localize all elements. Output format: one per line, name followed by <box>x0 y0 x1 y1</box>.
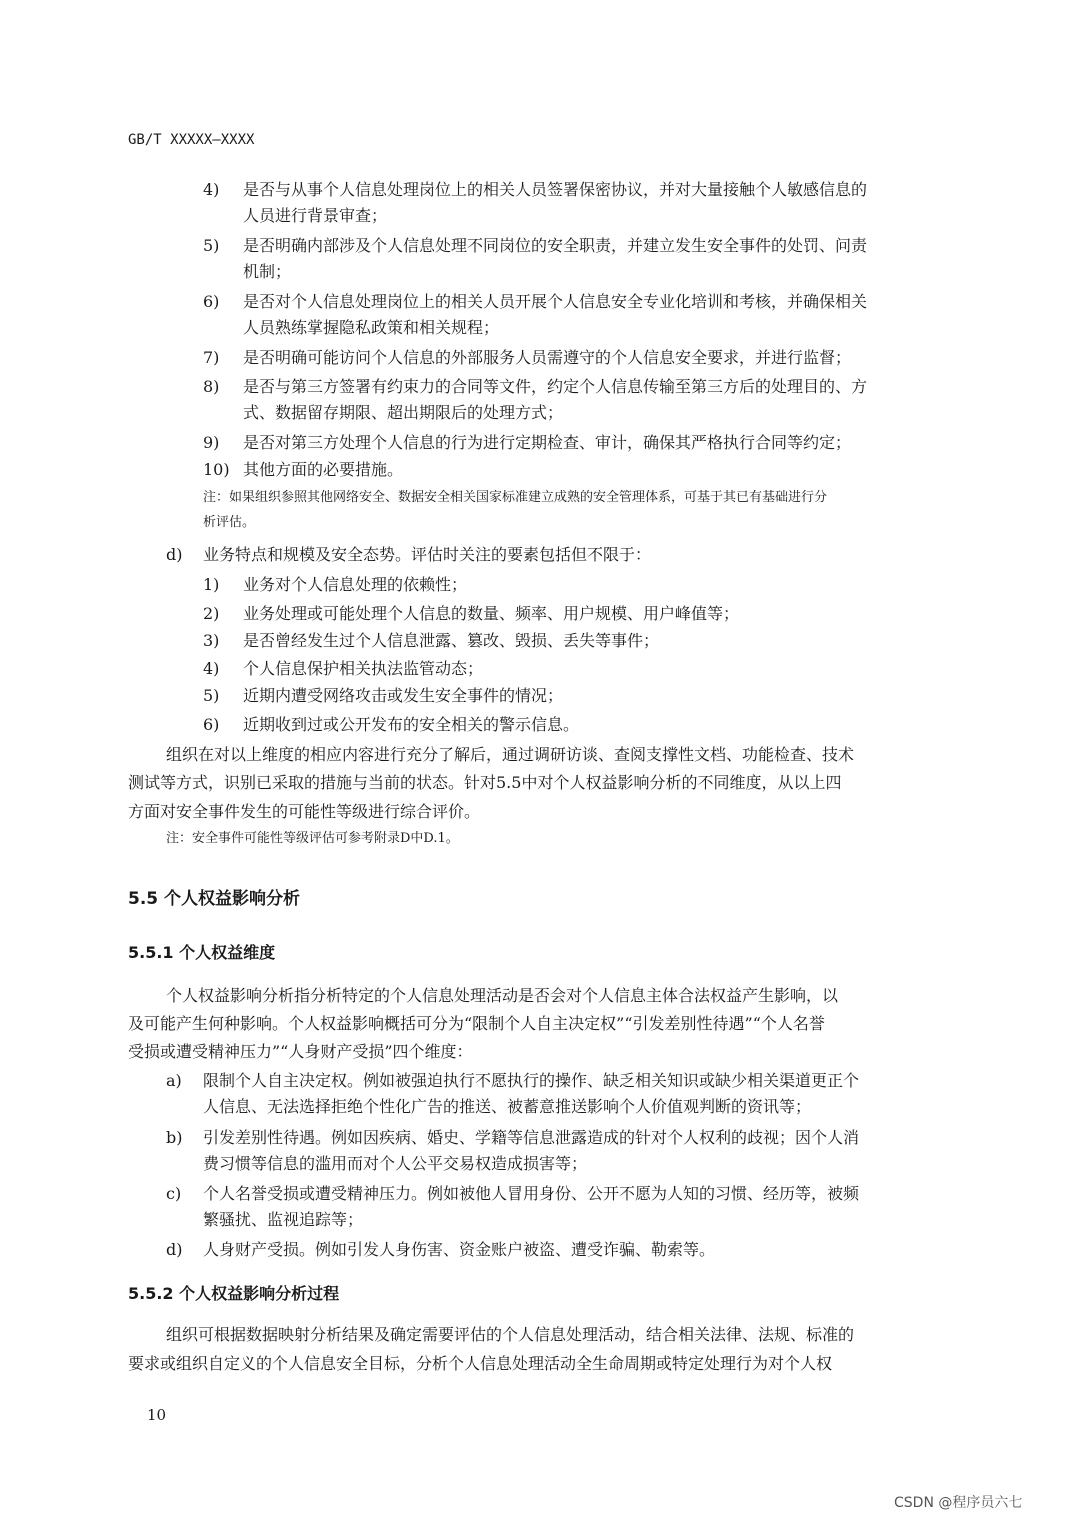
list-item-number: 10) <box>203 460 230 479</box>
standard-code: GB/T XXXXX—XXXX <box>128 132 255 148</box>
list-item-text: 个人名誉受损或遭受精神压力。例如被他人冒用身份、公开不愿为人知的习惯、经历等，被频 <box>203 1184 860 1203</box>
list-item-text: 个人信息保护相关执法监管动态； <box>243 659 484 678</box>
note: 注：安全事件可能性等级评估可参考附录D中D.1。 <box>166 831 459 846</box>
list-item-text: 机制； <box>243 262 292 281</box>
list-item-text: 人员熟练掌握隐私政策和相关规程； <box>243 318 500 337</box>
list-item-text: 是否对个人信息处理岗位上的相关人员开展个人信息安全专业化培训和考核，并确保相关 <box>243 292 868 311</box>
list-item-number: d) <box>166 545 183 564</box>
list-item-text: 是否与第三方签署有约束力的合同等文件，约定个人信息传输至第三方后的处理目的、方 <box>243 377 868 396</box>
list-item-text: 限制个人自主决定权。例如被强迫执行不愿执行的操作、缺乏相关知识或缺少相关渠道更正个 <box>203 1071 860 1090</box>
page-number: 10 <box>147 1406 167 1424</box>
list-item-text: 引发差别性待遇。例如因疾病、婚史、学籍等信息泄露造成的针对个人权利的歧视；因个人消 <box>203 1128 860 1147</box>
list-item-text: 业务特点和规模及安全态势。评估时关注的要素包括但不限于： <box>203 545 652 564</box>
note: 注：如果组织参照其他网络安全、数据安全相关国家标准建立成熟的安全管理体系，可基于其已有基础进行分 <box>203 490 828 505</box>
paragraph-line: 要求或组织自定义的个人信息安全目标，分析个人信息处理活动全生命周期或特定处理行为对个人权 <box>128 1354 833 1373</box>
paragraph-line: 受损或遭受精神压力”“人身财产受损”四个维度： <box>128 1042 473 1061</box>
watermark: CSDN @程序员六七 <box>894 1495 1023 1511</box>
list-item-number: 4) <box>203 180 220 199</box>
list-item-number: 2) <box>203 604 220 623</box>
paragraph-line: 个人权益影响分析指分析特定的个人信息处理活动是否会对个人信息主体合法权益产生影响，以 <box>166 986 839 1005</box>
list-item-number: 5) <box>203 686 220 705</box>
list-item-text: 其他方面的必要措施。 <box>243 460 404 479</box>
list-item-number: 4) <box>203 659 220 678</box>
list-item-text: 近期内遭受网络攻击或发生安全事件的情况； <box>243 686 564 705</box>
list-item-text: 是否与从事个人信息处理岗位上的相关人员签署保密协议，并对大量接触个人敏感信息的 <box>243 180 868 199</box>
subsection-heading: 5.5.2 个人权益影响分析过程 <box>128 1284 340 1303</box>
list-item-number: 6) <box>203 715 220 734</box>
list-item-text: 繁骚扰、监视追踪等； <box>203 1210 364 1229</box>
paragraph-line: 组织可根据数据映射分析结果及确定需要评估的个人信息处理活动，结合相关法律、法规、标准的 <box>166 1325 855 1344</box>
list-item-text: 人员进行背景审查； <box>243 206 388 225</box>
list-item-number: 9) <box>203 433 220 452</box>
list-item-number: 7) <box>203 348 220 367</box>
paragraph-line: 测试等方式，识别已采取的措施与当前的状态。针对5.5中对个人权益影响分析的不同维度，从以上四 <box>128 773 842 792</box>
list-item-text: 业务对个人信息处理的依赖性； <box>243 575 468 594</box>
section-heading: 5.5 个人权益影响分析 <box>128 889 301 909</box>
list-item-text: 业务处理或可能处理个人信息的数量、频率、用户规模、用户峰值等； <box>243 604 740 623</box>
list-item-number: c) <box>166 1184 182 1203</box>
list-item-text: 近期收到过或公开发布的安全相关的警示信息。 <box>243 715 580 734</box>
list-item-text: 人信息、无法选择拒绝个性化广告的推送、被蓄意推送影响个人价值观判断的资讯等； <box>203 1097 812 1116</box>
paragraph-line: 及可能产生何种影响。个人权益影响概括可分为“限制个人自主决定权”“引发差别性待遇”“个人名誉 <box>128 1014 825 1033</box>
list-item-text: 是否对第三方处理个人信息的行为进行定期检查、审计，确保其严格执行合同等约定； <box>243 433 852 452</box>
list-item-number: 3) <box>203 631 220 650</box>
paragraph-line: 方面对安全事件发生的可能性等级进行综合评价。 <box>128 802 481 821</box>
paragraph-line: 组织在对以上维度的相应内容进行充分了解后，通过调研访谈、查阅支撑性文档、功能检查、技术 <box>166 745 855 764</box>
list-item-text: 式、数据留存期限、超出期限后的处理方式； <box>243 403 564 422</box>
subsection-heading: 5.5.1 个人权益维度 <box>128 943 276 962</box>
list-item-text: 人身财产受损。例如引发人身伤害、资金账户被盗、遭受诈骗、勒索等。 <box>203 1240 716 1259</box>
list-item-text: 费习惯等信息的滥用而对个人公平交易权造成损害等； <box>203 1154 588 1173</box>
note: 析评估。 <box>203 515 256 530</box>
list-item-text: 是否明确内部涉及个人信息处理不同岗位的安全职责，并建立发生安全事件的处罚、问责 <box>243 236 868 255</box>
list-item-number: a) <box>166 1071 182 1090</box>
list-item-number: 8) <box>203 377 220 396</box>
list-item-number: b) <box>166 1128 183 1147</box>
list-item-number: 1) <box>203 575 220 594</box>
list-item-number: 5) <box>203 236 220 255</box>
list-item-text: 是否曾经发生过个人信息泄露、篡改、毁损、丢失等事件； <box>243 631 660 650</box>
list-item-text: 是否明确可能访问个人信息的外部服务人员需遵守的个人信息安全要求，并进行监督； <box>243 348 852 367</box>
list-item-number: d) <box>166 1240 183 1259</box>
list-item-number: 6) <box>203 292 220 311</box>
